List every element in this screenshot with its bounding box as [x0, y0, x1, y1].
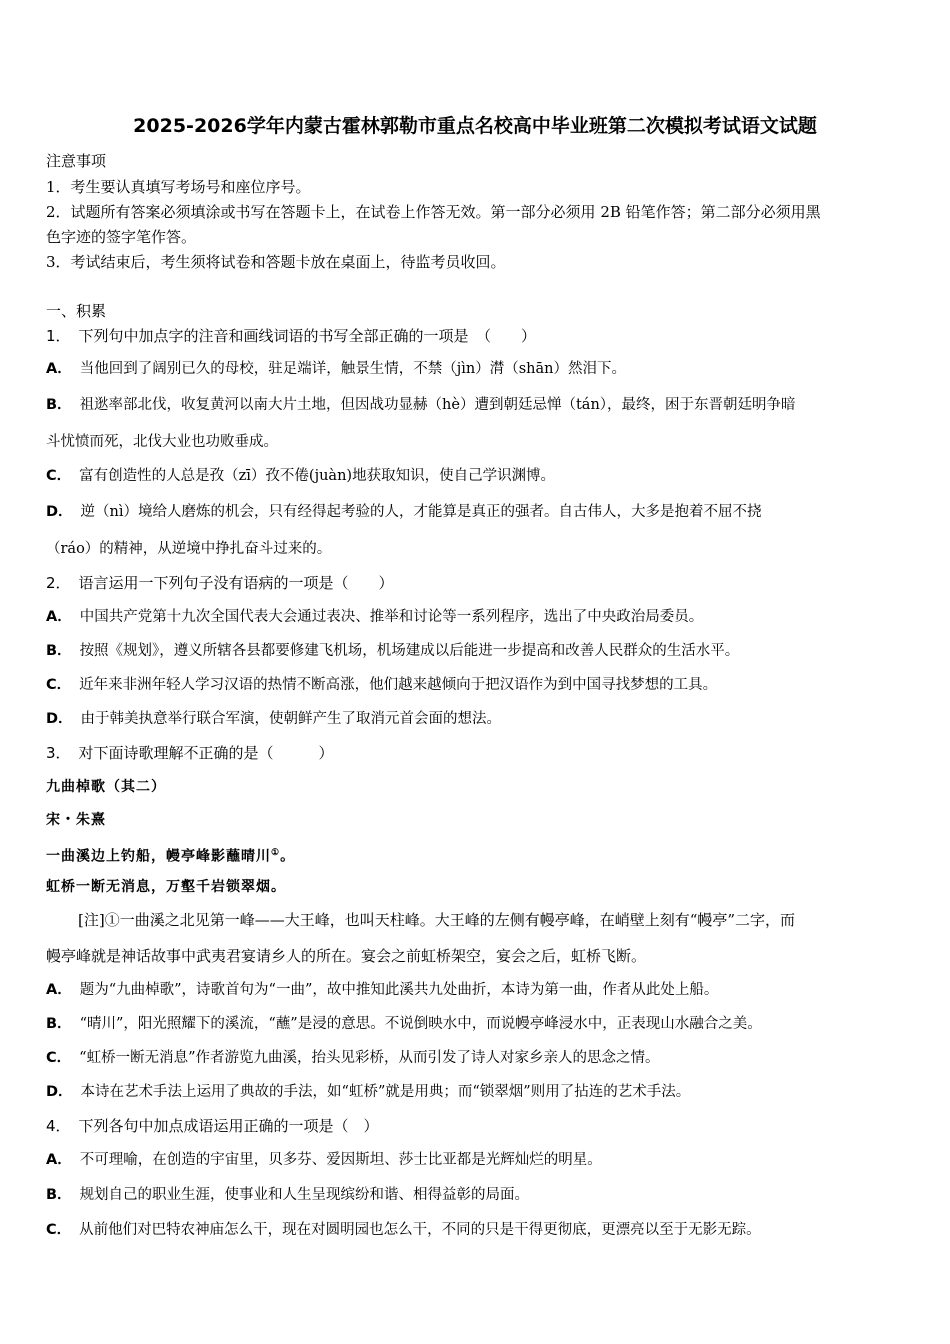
option-label: B． — [46, 397, 72, 413]
question-number: 4． — [46, 1117, 71, 1135]
option-label: C． — [46, 1050, 72, 1066]
option-text: “晴川”，阳光照耀下的溪流，“蘸”是浸的意思。不说倒映水中，而说幔亭峰浸水中，正表现山水融合之美。 — [79, 1016, 762, 1032]
notice-item: 2．试题所有答案必须填涂或书写在答题卡上，在试卷上作答无效。第一部分必须用 2B 铅笔作答；第二部分必须用黑 — [46, 203, 821, 221]
question-text: 下列各句中加点成语运用正确的一项是（ ） — [78, 1117, 379, 1135]
poem-footnote-cont: 幔亭峰就是神话故事中武夷君宴请乡人的所在。宴会之前虹桥架空，宴会之后，虹桥飞断。 — [46, 947, 647, 965]
option-label: A． — [46, 361, 72, 377]
option-label: A． — [46, 609, 72, 625]
option-label: D． — [46, 711, 73, 727]
poem-line: 虹桥一断无消息，万壑千岩锁翠烟。 — [46, 879, 286, 895]
q2-option-b — [46, 641, 739, 661]
option-label: C． — [46, 677, 72, 693]
q1-option-d-cont: （ráo）的精神，从逆境中挣扎奋斗过来的。 — [46, 541, 332, 557]
option-text: 富有创造性的人总是孜（zī）孜不倦(juàn)地获取知识，使自己学识渊博。 — [79, 468, 556, 484]
option-label: D． — [46, 1084, 73, 1100]
question-4-stem — [46, 1116, 379, 1136]
notice-heading: 注意事项 — [46, 152, 107, 170]
q3-option-a — [46, 980, 718, 1000]
question-number: 1． — [46, 327, 71, 345]
question-2-stem — [46, 573, 394, 593]
option-text: 近年来非洲年轻人学习汉语的热情不断高涨，他们越来越倾向于把汉语作为到中国寻找梦想的工具。 — [79, 677, 718, 693]
option-label: B． — [46, 1016, 72, 1032]
q4-option-b — [46, 1185, 529, 1205]
option-text: 中国共产党第十九次全国代表大会通过表决、推举和讨论等一系列程序，选出了中央政治局委员。 — [79, 609, 704, 625]
footnote-marker: ① — [271, 848, 281, 858]
question-text: 下列句中加点字的注音和画线词语的书写全部正确的一项是 （ ） — [78, 327, 537, 345]
option-label: C． — [46, 468, 72, 484]
notice-item: 色字迹的签字笔作答。 — [46, 228, 197, 246]
q3-option-c — [46, 1048, 659, 1068]
option-label: B． — [46, 643, 72, 659]
question-text: 语言运用一下列句子没有语病的一项是（ ） — [78, 574, 394, 592]
option-label: B． — [46, 1187, 72, 1203]
poem-line-end: 。 — [280, 848, 296, 865]
poem-line — [46, 843, 295, 867]
notice-item: 1．考生要认真填写考场号和座位序号。 — [46, 178, 311, 196]
option-text: 题为“九曲棹歌”，诗歌首句为“一曲”，故中推知此溪共九处曲折，本诗为第一曲，作者从此处上船。 — [79, 982, 719, 998]
q1-option-b — [46, 395, 796, 415]
question-1-stem — [46, 326, 536, 346]
q3-option-b — [46, 1014, 762, 1034]
poem-line-text: 一曲溪边上钓船，幔亭峰影蘸晴川 — [46, 848, 271, 865]
q4-option-c — [46, 1220, 761, 1240]
section-heading: 一、积累 — [46, 302, 107, 320]
question-3-stem — [46, 743, 334, 763]
option-text: 由于韩美执意举行联合军演，使朝鲜产生了取消元首会面的想法。 — [80, 711, 502, 727]
option-text: 当他回到了阔别已久的母校，驻足端详，触景生情，不禁（jìn）潸（shān）然泪下。 — [79, 361, 626, 377]
option-text: 规划自己的职业生涯，使事业和人生呈现缤纷和谐、相得益彰的局面。 — [79, 1187, 530, 1203]
q1-option-d — [46, 502, 762, 522]
q4-option-a — [46, 1150, 602, 1170]
option-text: “虹桥一断无消息”作者游览九曲溪，抬头见彩桥，从而引发了诗人对家乡亲人的思念之情。 — [79, 1050, 660, 1066]
q2-option-a — [46, 607, 703, 627]
option-text: 按照《规划》，遵义所辖各县都要修建飞机场，机场建成以后能进一步提高和改善人民群众的生活水平。 — [79, 643, 740, 659]
option-text: 从前他们对巴特农神庙怎么干，现在对圆明园也怎么干，不同的只是干得更彻底，更漂亮以至于无影无踪。 — [79, 1222, 761, 1238]
option-text: 不可理喻，在创造的宇宙里，贝多芬、爱因斯坦、莎士比亚都是光辉灿烂的明星。 — [79, 1152, 602, 1168]
page-title: 2025-2026学年内蒙古霍林郭勒市重点名校高中毕业班第二次模拟考试语文试题 — [133, 115, 817, 137]
option-label: A． — [46, 982, 72, 998]
notice-item: 3．考试结束后，考生须将试卷和答题卡放在桌面上，待监考员收回。 — [46, 253, 506, 271]
poem-title: 九曲棹歌（其二） — [46, 779, 166, 795]
q3-option-d — [46, 1082, 690, 1102]
option-text: 逆（nì）境给人磨炼的机会，只有经得起考验的人，才能算是真正的强者。自古伟人，大多是抱着不屈不挠 — [80, 504, 762, 520]
question-text: 对下面诗歌理解不正确的是（ ） — [78, 744, 334, 762]
q2-option-c — [46, 675, 717, 695]
option-text: 祖逖率部北伐，收复黄河以南大片土地，但因战功显赫（hè）遭到朝廷忌惮（tán），最终，困于东晋朝廷明争暗 — [79, 397, 796, 413]
poem-author: 宋・朱熹 — [46, 812, 106, 828]
option-label: A． — [46, 1152, 72, 1168]
option-text: 本诗在艺术手法上运用了典故的手法，如“虹桥”就是用典；而“锁翠烟”则用了拈连的艺术手法。 — [80, 1084, 691, 1100]
poem-footnote: [注]①一曲溪之北见第一峰——大王峰，也叫天柱峰。大王峰的左侧有幔亭峰，在峭壁上刻有“幔亭”二字，而 — [78, 911, 796, 929]
q1-option-b-cont: 斗忧愤而死，北伐大业也功败垂成。 — [46, 434, 278, 450]
q1-option-a — [46, 359, 626, 379]
option-label: D． — [46, 504, 73, 520]
question-number: 2． — [46, 574, 71, 592]
q1-option-c — [46, 466, 555, 486]
q2-option-d — [46, 709, 501, 729]
question-number: 3． — [46, 744, 71, 762]
option-label: C． — [46, 1222, 72, 1238]
